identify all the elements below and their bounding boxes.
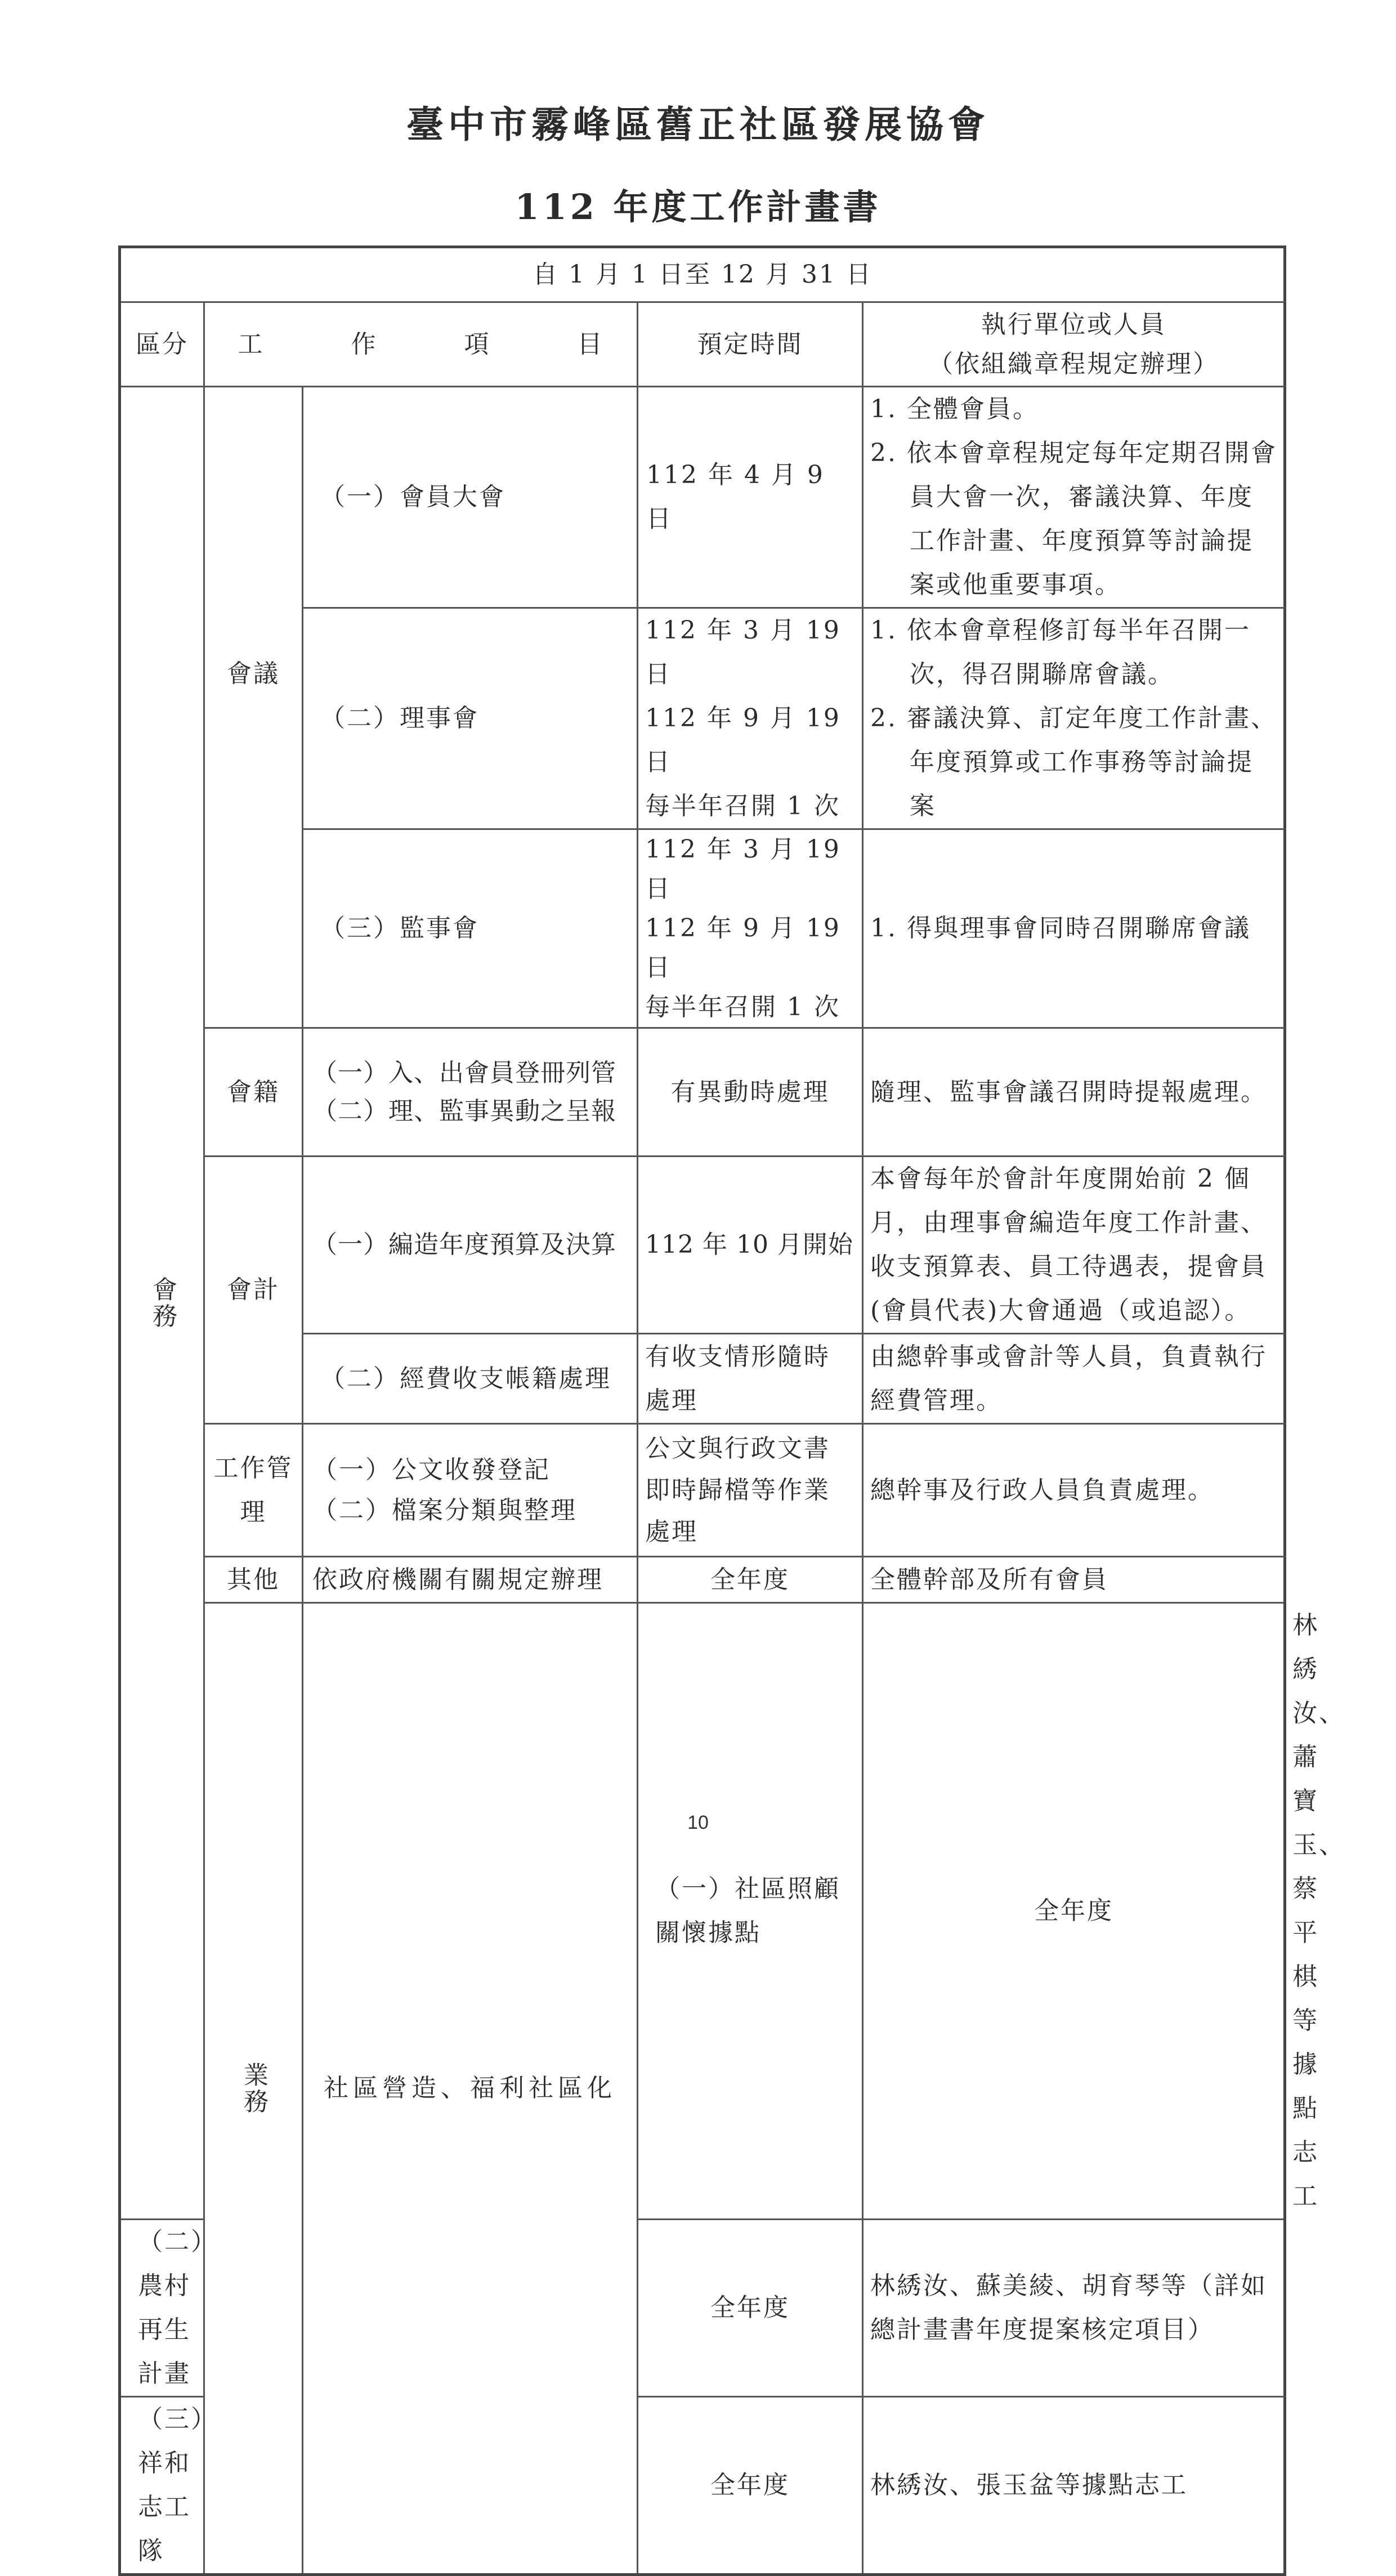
registry-item-line: （一）入、出會員登冊列管	[312, 1058, 616, 1087]
community-item-3: （三）祥和志工隊	[120, 2397, 204, 2575]
table-row	[120, 1557, 1285, 1603]
accounting-time-2: 有收支情形隨時處理	[638, 1334, 863, 1424]
workmgmt-time: 公文與行政文書即時歸檔等作業處理	[638, 1424, 863, 1557]
list-item: 1. 全體會員。	[870, 395, 1039, 423]
meeting-item-3: （三）監事會	[303, 829, 638, 1028]
community-exec-2: 林綉汝、蘇美綾、胡育琴等（詳如總計畫書年度提案核定項目）	[863, 2220, 1285, 2397]
section-business	[204, 1603, 303, 2575]
community-time-2: 全年度	[638, 2220, 863, 2397]
header-work-item-char: 作	[351, 329, 378, 359]
work-plan-table	[118, 245, 1346, 2576]
accounting-exec-2: 由總幹事或會計等人員，負責執行經費管理。	[863, 1334, 1285, 1424]
community-item-2: （二）農村再生計畫	[120, 2220, 204, 2397]
meeting-time-2-line: 112 年 3 月 19 日	[645, 616, 841, 689]
header-work-item-char: 工	[238, 329, 265, 359]
others-exec: 全體幹部及所有會員	[863, 1557, 1285, 1603]
table-row	[120, 1424, 1285, 1557]
meeting-time-3-line: 每半年召開 1 次	[645, 993, 840, 1021]
meeting-exec-3: 1. 得與理事會同時召開聯席會議	[863, 829, 1285, 1028]
workmgmt-exec: 總幹事及行政人員負責處理。	[863, 1424, 1285, 1557]
header-scheduled-time: 預定時間	[638, 302, 863, 387]
others-label: 其他	[204, 1557, 303, 1603]
community-time-3: 全年度	[638, 2397, 863, 2575]
workmgmt-item-line: （二）檔案分類與整理	[312, 1495, 577, 1525]
header-row	[120, 302, 1285, 387]
community-exec-3: 林綉汝、張玉盆等據點志工	[863, 2397, 1285, 2575]
others-item: 依政府機關有關規定辦理	[303, 1557, 638, 1603]
meeting-time-2	[638, 608, 863, 829]
section-affairs	[120, 387, 204, 2220]
registry-item	[303, 1028, 638, 1157]
meeting-exec-2	[863, 608, 1285, 829]
header-work-item-char: 項	[464, 329, 491, 359]
accounting-label: 會計	[204, 1157, 303, 1424]
header-work-item	[204, 302, 638, 387]
meeting-item-2: （二）理事會	[303, 608, 638, 829]
section-affairs-label: 會務	[148, 1276, 177, 1329]
registry-exec: 隨理、監事會議召開時提報處理。	[863, 1028, 1285, 1157]
table-row	[120, 1028, 1285, 1157]
section-business-label: 業務	[239, 2062, 268, 2115]
period-cell: 自 1 月 1 日至 12 月 31 日	[120, 247, 1285, 302]
meeting-exec-1	[863, 387, 1285, 608]
meeting-time-1: 112 年 4 月 9 日	[638, 387, 863, 608]
meeting-label: 會議	[204, 387, 303, 1028]
accounting-item-1: （一）編造年度預算及決算	[303, 1157, 638, 1334]
meeting-time-3	[638, 829, 863, 1028]
table-row	[120, 387, 1285, 608]
page-number: 10	[687, 1812, 709, 1833]
meeting-time-2-line: 每半年召開 1 次	[645, 792, 840, 820]
community-item-1: （一）社區照顧關懷據點	[638, 1603, 863, 2220]
document-title: 112 年度工作計畫書	[514, 186, 882, 227]
workmgmt-item	[303, 1424, 638, 1557]
header-category: 區分	[120, 302, 204, 387]
community-label: 社區營造、福利社區化	[303, 1603, 638, 2575]
registry-label: 會籍	[204, 1028, 303, 1157]
registry-item-line: （二）理、監事異動之呈報	[312, 1096, 616, 1126]
organization-title: 臺中市霧峰區舊正社區發展協會	[406, 102, 990, 146]
table-row: 業務 社區營造、福利社區化 （一）社區照顧關懷據點 全年度 林綉汝、蕭寶玉、蔡平棋等據點志工	[120, 1603, 1285, 2220]
header-work-item-char: 目	[577, 329, 604, 359]
header-executor	[863, 302, 1285, 387]
workmgmt-item-line: （一）公文收發登記	[312, 1455, 551, 1484]
meeting-item-1: （一）會員大會	[303, 387, 638, 608]
meeting-time-2-line: 112 年 9 月 19 日	[645, 704, 841, 776]
header-executor-line2: （依組織章程規定辦理）	[928, 349, 1220, 378]
meeting-time-3-line: 112 年 9 月 19 日	[645, 914, 841, 982]
header-executor-line1: 執行單位或人員	[981, 310, 1167, 339]
others-time: 全年度	[638, 1557, 863, 1603]
list-item: 2. 審議決算、訂定年度工作計畫、年度預算或工作事務等討論提案	[870, 704, 1277, 820]
list-item: 2. 依本會章程規定每年定期召開會員大會一次，審議決算、年度工作計畫、年度預算等討論提案或他重要事項。	[870, 439, 1277, 599]
accounting-item-2: （二）經費收支帳籍處理	[303, 1334, 638, 1424]
period-row	[120, 247, 1285, 302]
list-item: 1. 依本會章程修訂每半年召開一次，得召開聯席會議。	[870, 616, 1251, 689]
registry-time: 有異動時處理	[638, 1028, 863, 1157]
table-row	[120, 1157, 1285, 1334]
workmgmt-label: 工作管理	[204, 1424, 303, 1557]
accounting-exec-1: 本會每年於會計年度開始前 2 個月，由理事會編造年度工作計畫、收支預算表、員工待遇表，提會員(會員代表)大會通過（或追認）。	[863, 1157, 1285, 1334]
community-time-1: 全年度	[863, 1603, 1285, 2220]
meeting-time-3-line: 112 年 3 月 19 日	[645, 835, 841, 903]
accounting-time-1: 112 年 10 月開始	[638, 1157, 863, 1334]
